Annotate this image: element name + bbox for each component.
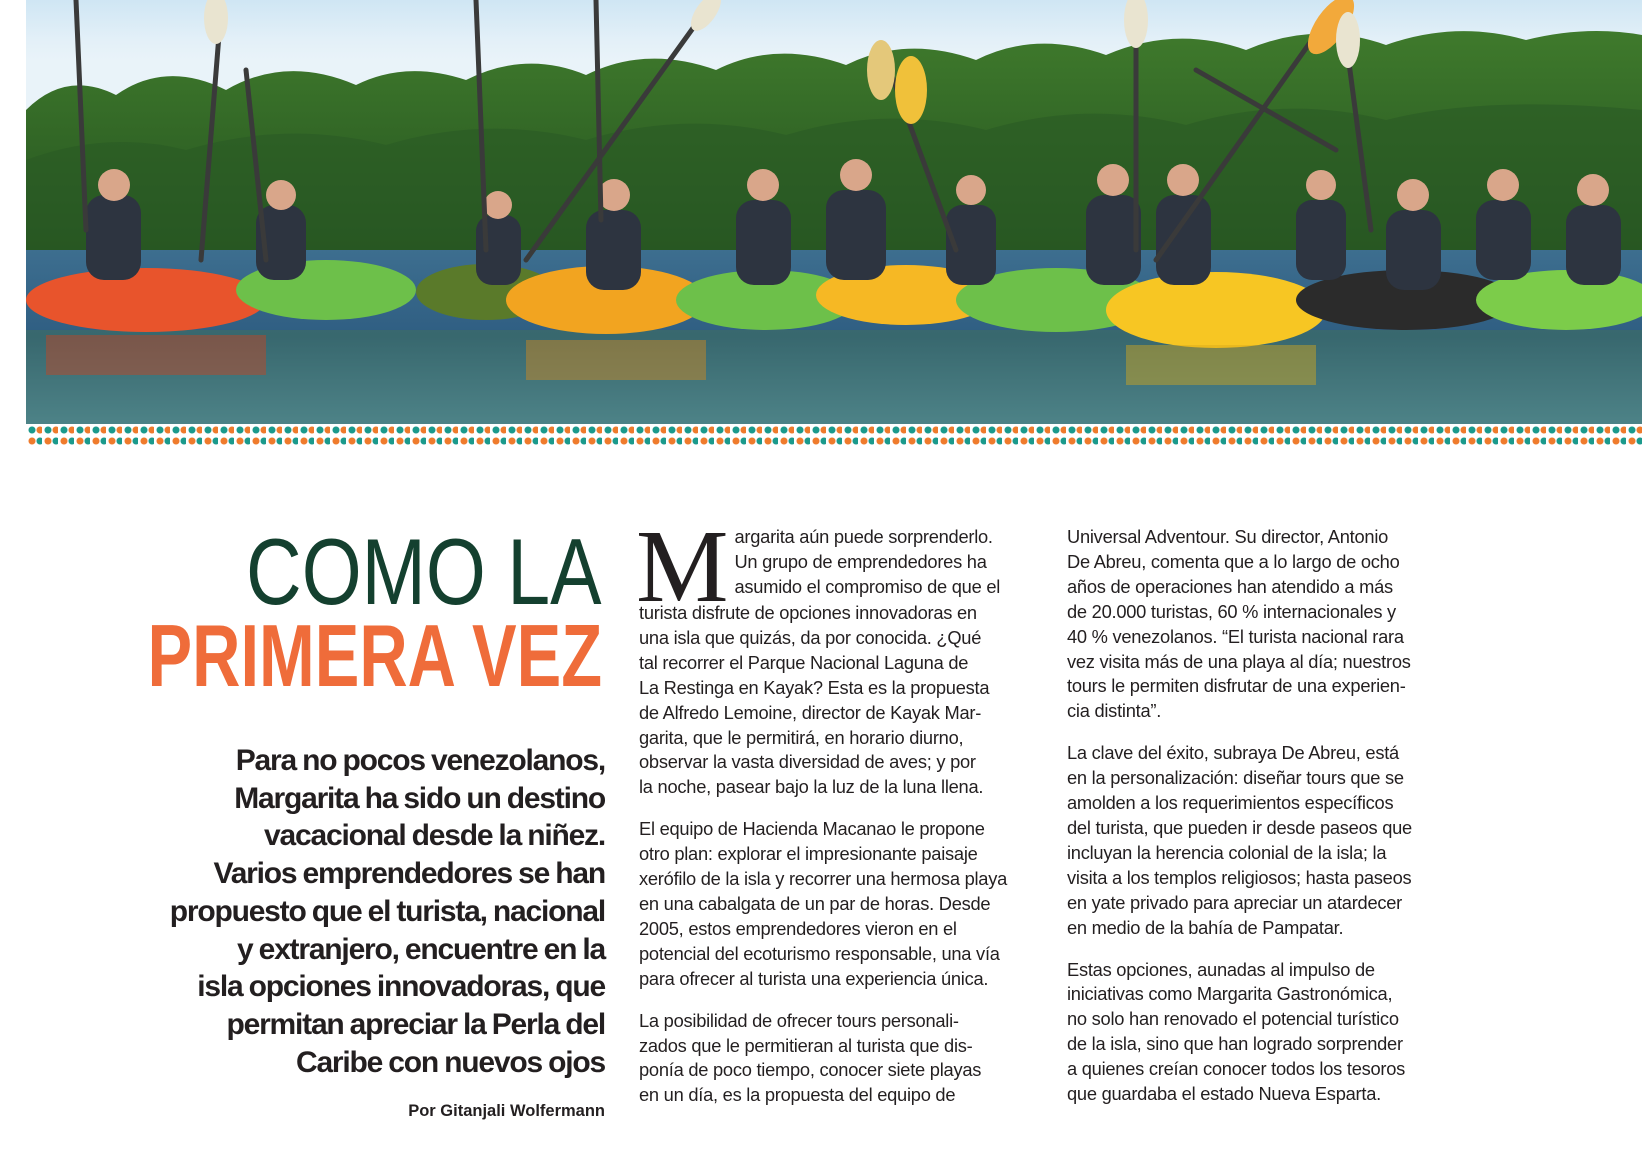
text-line: vez visita más de una playa al día; nuestros (1067, 650, 1411, 672)
hero-photo-kayakers (26, 0, 1642, 424)
text-line: la noche, pasear bajo la luz de la luna llena. (639, 776, 984, 798)
text-line: para ofrecer al turista una experiencia única. (639, 967, 989, 989)
paragraph-6 (1067, 958, 1453, 1107)
text-line: una isla que quizás, da por conocida. ¿Qué (639, 626, 982, 648)
text-line: De Abreu, comenta que a lo largo de ocho (1067, 550, 1400, 572)
text-line: turista disfrute de opciones innovadoras en (639, 602, 977, 623)
text-line: años de operaciones han atendido a más (1067, 575, 1393, 597)
text-line: tal recorrer el Parque Nacional Laguna de (639, 651, 969, 673)
dotted-border (26, 424, 1642, 446)
lead-line: propuesto que el turista, nacional (169, 894, 605, 928)
paragraph-2 (639, 817, 1025, 991)
text-line: ponía de poco tiempo, conocer siete playas (639, 1059, 982, 1081)
text-line: otro plan: explorar el impresionante paisaje (639, 843, 978, 865)
text-line: Estas opciones, aunadas al impulso de (1067, 958, 1375, 980)
text-line: zados que le permitieran al turista que dis- (639, 1034, 973, 1056)
lead-line: Caribe con nuevos ojos (295, 1045, 605, 1079)
lead-line: vacacional desde la niñez. (264, 819, 605, 853)
text-line: observar la vasta diversidad de aves; y por (639, 751, 976, 773)
text-line: a quienes creían conocer todos los tesoros (1067, 1058, 1406, 1080)
text-line: en la personalización: diseñar tours que se (1067, 767, 1404, 789)
lead-line: isla opciones innovadoras, que (197, 970, 605, 1004)
text-line: visita a los templos religiosos; hasta paseos (1067, 866, 1412, 888)
text-line: asumido el compromiso de que el (734, 575, 1001, 597)
lead-line: y extranjero, encuentre en la (236, 932, 605, 966)
byline: Por Gitanjali Wolfermann (408, 1102, 605, 1120)
text-line: en una cabalgata de un par de horas. Desde (639, 892, 991, 914)
article-title-line1: COMO LA (246, 519, 602, 624)
text-line: amolden a los requerimientos específicos (1067, 792, 1394, 814)
text-line: argarita aún puede sorprenderlo. (734, 526, 993, 547)
lead-paragraph (145, 742, 605, 1081)
paragraph-5 (1067, 741, 1453, 940)
text-line: garita, que le permitirá, en horario diurno, (639, 726, 964, 748)
text-line: La posibilidad de ofrecer tours personali- (639, 1009, 959, 1031)
text-line: no solo han renovado el potencial turístico (1067, 1008, 1399, 1030)
text-line: potencial del ecoturismo responsable, una vía (639, 942, 1000, 964)
text-line: 40 % venezolanos. “El turista nacional rara (1067, 625, 1404, 647)
text-line: La Restinga en Kayak? Esta es la propuesta (639, 676, 990, 698)
text-line: 2005, estos emprendedores vieron en el (639, 917, 957, 939)
text-line: Un grupo de emprendedores ha (734, 550, 987, 572)
text-line: incluyan la herencia colonial de la isla; la (1067, 841, 1387, 863)
body-column-1 (636, 509, 1025, 1125)
text-line: que guardaba el estado Nueva Esparta. (1067, 1083, 1381, 1105)
text-line: xerófilo de la isla y recorrer una hermosa playa (639, 868, 1008, 890)
drop-cap: M (636, 509, 729, 624)
text-line: de 20.000 turistas, 60 % internacionales y (1067, 600, 1396, 622)
lead-line: Margarita ha sido un destino (234, 781, 605, 815)
paragraph-1 (636, 509, 1025, 800)
text-line: iniciativas como Margarita Gastronómica, (1067, 983, 1393, 1005)
text-line: El equipo de Hacienda Macanao le propone (639, 818, 985, 840)
text-line: de la isla, sino que han logrado sorprender (1067, 1033, 1403, 1055)
text-line: del turista, que pueden ir desde paseos que (1067, 816, 1412, 838)
text-line: de Alfredo Lemoine, director de Kayak Mar- (639, 701, 982, 723)
kayak-scene-illustration (26, 0, 1642, 424)
lead-line: Varios emprendedores se han (213, 857, 605, 891)
text-line: cia distinta”. (1067, 700, 1162, 722)
body-column-2 (1067, 525, 1453, 1124)
text-line: en un día, es la propuesta del equipo de (639, 1084, 956, 1106)
article-title-line2: PRIMERA VEZ (147, 606, 602, 705)
text-line: en yate privado para apreciar un atardecer (1067, 891, 1403, 913)
text-line: tours le permiten disfrutar de una experien- (1067, 675, 1406, 697)
text-line: Universal Adventour. Su director, Antonio (1067, 526, 1389, 547)
lead-line: Para no pocos venezolanos, (235, 744, 605, 777)
paragraph-3 (639, 1009, 1025, 1109)
paragraph-4 (1067, 525, 1453, 724)
lead-line: permitan apreciar la Perla del (226, 1007, 605, 1041)
text-line: en medio de la bahía de Pampatar. (1067, 916, 1344, 938)
text-line: La clave del éxito, subraya De Abreu, está (1067, 742, 1399, 764)
